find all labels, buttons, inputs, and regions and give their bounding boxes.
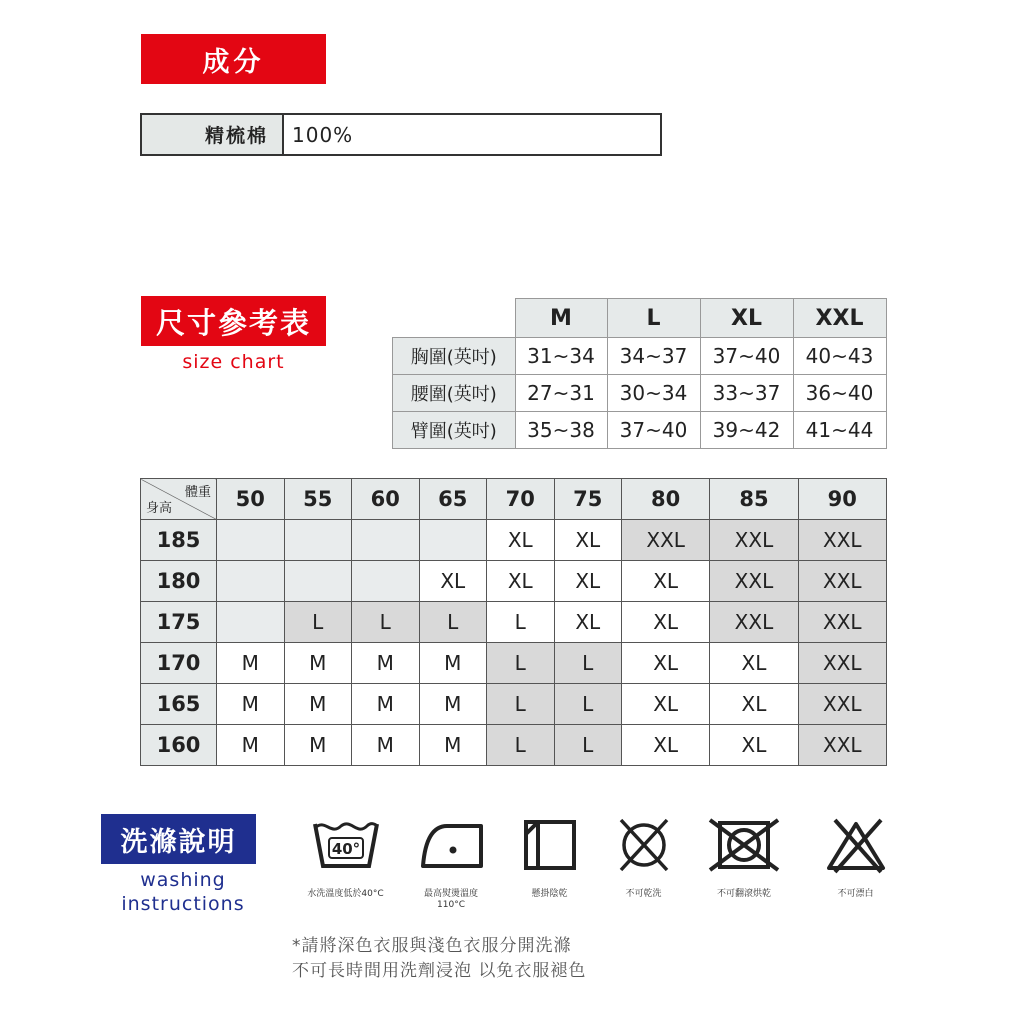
size-cell: L (487, 643, 555, 684)
size-cell: L (352, 602, 420, 643)
size-chart-row (141, 602, 887, 643)
care-no-tumble (696, 818, 791, 876)
weight-header-row (141, 479, 887, 520)
measurement-row (393, 412, 887, 449)
weight-header: 60 (352, 479, 420, 520)
size-cell: XXL (710, 602, 798, 643)
size-cell: M (419, 643, 487, 684)
size-cell: L (487, 725, 555, 766)
size-cell: L (554, 725, 622, 766)
size-cell (217, 602, 285, 643)
material-value: 100% (292, 122, 354, 147)
size-cell: XL (710, 643, 798, 684)
size-cell: XL (622, 725, 710, 766)
measurement-cell: 41~44 (793, 412, 886, 449)
size-cell: M (217, 684, 285, 725)
weight-header: 90 (798, 479, 886, 520)
composition-title: 成分 (141, 34, 326, 84)
size-cell: XXL (798, 561, 886, 602)
size-cell: XXL (798, 643, 886, 684)
size-chart-row (141, 725, 887, 766)
size-chart-row (141, 643, 887, 684)
care-label: 水洗溫度低於40°C (307, 889, 384, 899)
size-cell: L (419, 602, 487, 643)
size-cell: XL (622, 643, 710, 684)
size-cell (284, 561, 352, 602)
measurement-cell: 27~31 (515, 375, 607, 412)
material-label: 精梳棉 (142, 115, 284, 154)
measurement-cell: 35~38 (515, 412, 607, 449)
measurement-cell: 37~40 (700, 338, 793, 375)
size-cell: M (217, 725, 285, 766)
measurement-label: 臂圍(英吋) (393, 412, 516, 449)
size-header: M (515, 299, 607, 338)
size-header: XL (700, 299, 793, 338)
size-cell: XXL (710, 561, 798, 602)
corner-cell (141, 479, 217, 520)
size-cell: L (284, 602, 352, 643)
washing-subtitle-line1: washing (140, 869, 226, 891)
size-cell: XL (554, 602, 622, 643)
no-bleach-icon (821, 816, 891, 874)
size-reference-title: 尺寸參考表 (141, 296, 326, 346)
care-label: 不可翻滾烘乾 (716, 889, 771, 899)
size-cell: XL (710, 684, 798, 725)
size-cell: L (487, 684, 555, 725)
washing-note-line2: 不可長時間用洗劑浸泡 以免衣服褪色 (292, 961, 587, 981)
size-cell (284, 520, 352, 561)
size-cell: XL (710, 725, 798, 766)
size-reference-subtitle: size chart (182, 351, 285, 373)
size-cell: XXL (798, 602, 886, 643)
size-chart-row (141, 561, 887, 602)
weight-header: 50 (217, 479, 285, 520)
height-header: 165 (141, 684, 217, 725)
size-cell: XXL (710, 520, 798, 561)
size-chart-table (140, 478, 887, 766)
size-chart-row (141, 684, 887, 725)
measurement-cell: 33~37 (700, 375, 793, 412)
weight-header: 70 (487, 479, 555, 520)
care-label: 不可乾洗 (625, 889, 662, 899)
size-cell: M (419, 684, 487, 725)
measurement-cell: 39~42 (700, 412, 793, 449)
care-hang-dry (502, 818, 597, 876)
size-cell: L (487, 602, 555, 643)
size-cell: M (352, 684, 420, 725)
size-chart-body (141, 520, 887, 766)
height-corner-label: 身高 (146, 501, 173, 516)
measurement-row (393, 338, 887, 375)
washing-subtitle-line2: instructions (121, 893, 245, 915)
size-cell: M (284, 643, 352, 684)
size-cell: M (419, 725, 487, 766)
size-cell: XL (622, 561, 710, 602)
measurement-header-row (393, 299, 887, 338)
care-label-temp: 110°C (437, 900, 465, 910)
size-cell: XL (487, 561, 555, 602)
washing-note-line1: *請將深色衣服與淺色衣服分開洗滌 (292, 936, 572, 956)
size-cell: XXL (622, 520, 710, 561)
size-cell: M (284, 684, 352, 725)
weight-corner-label: 體重 (184, 485, 211, 500)
washing-subtitle (101, 868, 265, 916)
size-cell (352, 520, 420, 561)
size-header: XXL (793, 299, 886, 338)
wash-temp-badge: 40° (331, 840, 360, 858)
measurement-cell: 30~34 (607, 375, 700, 412)
size-cell (217, 561, 285, 602)
washing-note (292, 934, 892, 984)
care-label: 最高熨燙溫度 (423, 889, 478, 899)
washing-title: 洗滌說明 (101, 814, 256, 864)
size-cell (419, 520, 487, 561)
size-cell (352, 561, 420, 602)
size-cell: XXL (798, 725, 886, 766)
measurement-label: 腰圍(英吋) (393, 375, 516, 412)
measurement-cell: 37~40 (607, 412, 700, 449)
weight-header: 65 (419, 479, 487, 520)
size-cell (217, 520, 285, 561)
care-label: 不可漂白 (837, 889, 874, 899)
size-header: L (607, 299, 700, 338)
size-cell: XXL (798, 684, 886, 725)
height-header: 175 (141, 602, 217, 643)
size-cell: XL (419, 561, 487, 602)
wash-40-icon (311, 818, 381, 872)
height-header: 180 (141, 561, 217, 602)
weight-header: 75 (554, 479, 622, 520)
care-wash (298, 818, 393, 876)
size-cell: XL (622, 602, 710, 643)
measurement-cell: 34~37 (607, 338, 700, 375)
measurement-label: 胸圍(英吋) (393, 338, 516, 375)
hang-dry-shade-icon (515, 818, 585, 872)
care-no-dry-clean (596, 818, 691, 876)
size-chart-row (141, 520, 887, 561)
size-cell: M (217, 643, 285, 684)
measurement-cell: 40~43 (793, 338, 886, 375)
size-cell: XL (487, 520, 555, 561)
size-cell: XXL (798, 520, 886, 561)
measurement-table (392, 298, 887, 449)
care-no-bleach (808, 816, 903, 878)
height-header: 160 (141, 725, 217, 766)
height-header: 185 (141, 520, 217, 561)
size-cell: L (554, 684, 622, 725)
no-dry-clean-icon (609, 818, 679, 872)
weight-header: 80 (622, 479, 710, 520)
care-label: 懸掛陰乾 (531, 889, 568, 899)
iron-icon (417, 818, 487, 872)
no-tumble-dry-icon (706, 818, 782, 872)
care-iron (404, 818, 499, 876)
weight-header: 55 (284, 479, 352, 520)
measurement-row (393, 375, 887, 412)
size-cell: XL (554, 520, 622, 561)
weight-header: 85 (710, 479, 798, 520)
size-cell: M (352, 643, 420, 684)
composition-table (140, 113, 662, 156)
measurement-cell: 36~40 (793, 375, 886, 412)
measurement-cell: 31~34 (515, 338, 607, 375)
height-header: 170 (141, 643, 217, 684)
size-cell: XL (622, 684, 710, 725)
size-cell: L (554, 643, 622, 684)
size-cell: XL (554, 561, 622, 602)
size-cell: M (352, 725, 420, 766)
size-cell: M (284, 725, 352, 766)
